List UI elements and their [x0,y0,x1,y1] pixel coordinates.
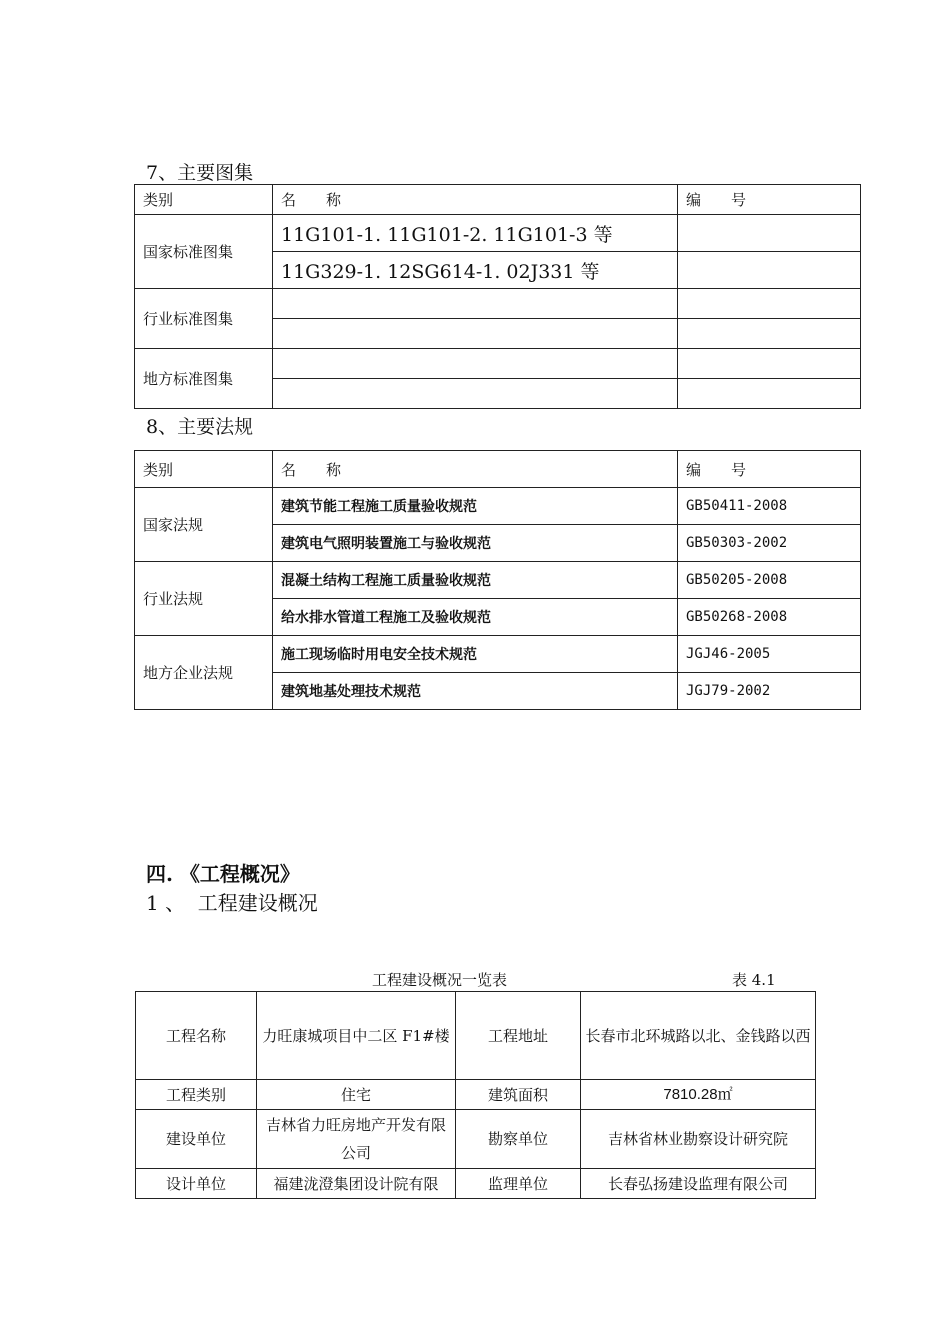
section8-title: 8、主要法规 [146,416,254,438]
table-row [136,1169,816,1199]
label-cell: 设计单位 [136,1169,257,1199]
name-cell: 建筑地基处理技术规范 [273,673,678,710]
table-row [135,349,861,379]
category-cell: 国家标准图集 [135,215,273,289]
label-cell: 工程类别 [136,1080,257,1110]
value-cell: 吉林省林业勘察设计研究院 [581,1110,816,1169]
header-name: 名 称 [273,451,678,488]
section4-subtitle: 1 、 工程建设概况 [146,891,318,915]
number-cell [678,289,861,319]
table-header-row [135,185,861,215]
value-cell: 住宅 [257,1080,456,1110]
name-cell: 给水排水管道工程施工及验收规范 [273,599,678,636]
value-cell: 福建泷澄集团设计院有限 [257,1169,456,1199]
value-cell: 力旺康城项目中二区 F1#楼 [257,992,456,1080]
atlas-table [134,184,861,409]
header-number: 编 号 [678,451,861,488]
header-category: 类别 [135,185,273,215]
table-row [135,215,861,252]
name-cell: 建筑节能工程施工质量验收规范 [273,488,678,525]
section7-title: 7、主要图集 [146,162,254,184]
number-cell [678,319,861,349]
regulations-table [134,450,861,710]
name-cell: 施工现场临时用电安全技术规范 [273,636,678,673]
name-cell: 11G101-1. 11G101-2. 11G101-3 等 [273,215,678,252]
number-cell: GB50303-2002 [678,525,861,562]
name-cell [273,289,678,319]
table-row [136,992,816,1080]
category-cell: 国家法规 [135,488,273,562]
name-cell: 11G329-1. 12SG614-1. 02J331 等 [273,252,678,289]
label-cell: 监理单位 [456,1169,581,1199]
label-cell: 勘察单位 [456,1110,581,1169]
label-cell: 工程地址 [456,992,581,1080]
table-row [136,1110,816,1169]
header-category: 类别 [135,451,273,488]
header-number: 编 号 [678,185,861,215]
project-overview-table [135,991,816,1199]
table-row [136,1080,816,1110]
table-row [135,636,861,673]
table-number: 表 4.1 [732,971,776,989]
name-cell [273,379,678,409]
label-cell: 工程名称 [136,992,257,1080]
table-row [135,488,861,525]
name-cell [273,349,678,379]
name-cell: 混凝土结构工程施工质量验收规范 [273,562,678,599]
category-cell: 行业法规 [135,562,273,636]
table-row [135,289,861,319]
value-cell: 长春弘扬建设监理有限公司 [581,1169,816,1199]
value-cell: 长春市北环城路以北、金钱路以西 [581,992,816,1080]
number-cell: JGJ46-2005 [678,636,861,673]
number-cell: JGJ79-2002 [678,673,861,710]
category-cell: 地方企业法规 [135,636,273,710]
section4-title: 四. 《工程概况》 [146,862,300,886]
number-cell [678,215,861,252]
number-cell: GB50268-2008 [678,599,861,636]
number-cell [678,252,861,289]
value-cell: 吉林省力旺房地产开发有限公司 [257,1110,456,1169]
name-cell [273,319,678,349]
table-header-row [135,451,861,488]
number-cell [678,349,861,379]
label-cell: 建设单位 [136,1110,257,1169]
name-cell: 建筑电气照明装置施工与验收规范 [273,525,678,562]
number-cell [678,379,861,409]
label-cell: 建筑面积 [456,1080,581,1110]
table-caption: 工程建设概况一览表 [372,971,508,989]
category-cell: 地方标准图集 [135,349,273,409]
value-cell: 7810.28㎡ [581,1080,816,1110]
category-cell: 行业标准图集 [135,289,273,349]
table-row [135,562,861,599]
number-cell: GB50411-2008 [678,488,861,525]
number-cell: GB50205-2008 [678,562,861,599]
header-name: 名 称 [273,185,678,215]
